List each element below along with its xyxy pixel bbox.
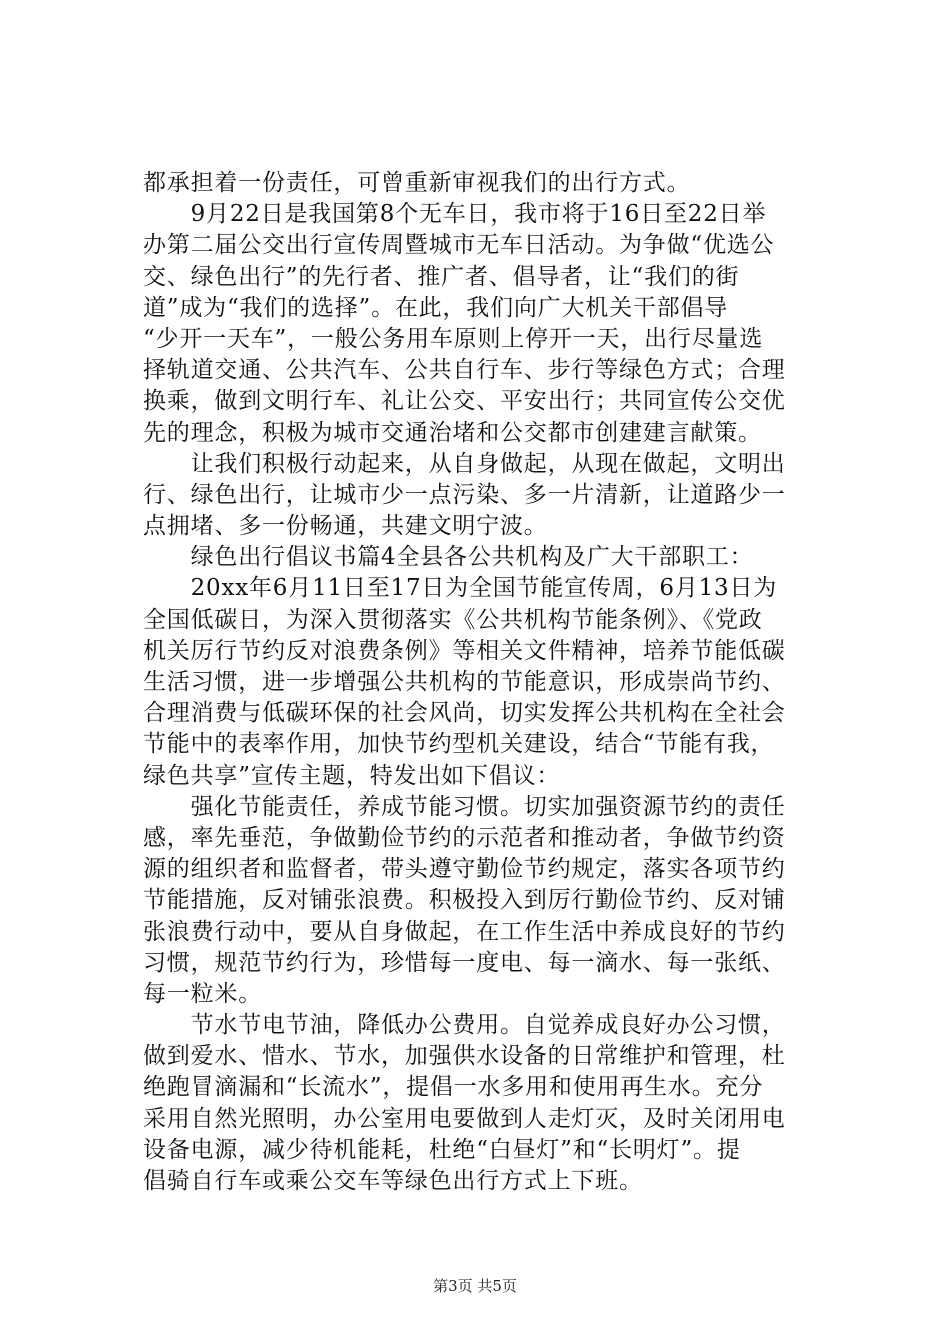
text-line: 20xx年6月11日至17日为全国节能宣传周，6月13日为 <box>143 575 778 602</box>
text-line: 节水节电节油，降低办公费用。自觉养成良好办公习惯， <box>143 1012 786 1039</box>
text-line: 都承担着一份责任，可曾重新审视我们的出行方式。 <box>143 170 691 196</box>
text-line: 合理消费与低碳环保的社会风尚，切实发挥公共机构在全社会 <box>143 700 786 727</box>
text-line: 办第二届公交出行宣传周暨城市无车日活动。为争做“优选公 <box>143 232 775 259</box>
body-text <box>143 168 823 1197</box>
text-line: “少开一天车”，一般公务用车原则上停开一天，出行尽量选 <box>143 325 764 352</box>
text-line: 强化节能责任，养成节能习惯。切实加强资源节约的责任 <box>143 793 786 820</box>
text-line: 绝跑冒滴漏和“长流水”，提倡一水多用和使用再生水。充分 <box>143 1074 764 1101</box>
text-line: 9月22日是我国第8个无车日，我市将于16日至22日举 <box>143 201 767 228</box>
text-line: 感，率先垂范，争做勤俭节约的示范者和推动者，争做节约资 <box>143 824 786 851</box>
text-line: 采用自然光照明，办公室用电要做到人走灯灭，及时关闭用电 <box>143 1105 786 1132</box>
text-line: 换乘，做到文明行车、礼让公交、平安出行；共同宣传公交优 <box>143 388 786 415</box>
text-line: 节能措施，反对铺张浪费。积极投入到厉行勤俭节约、反对铺 <box>143 887 786 914</box>
page-number-footer: 第3页 共5页 <box>433 1277 517 1295</box>
text-line: 择轨道交通、公共汽车、公共自行车、步行等绿色方式；合理 <box>143 357 786 384</box>
text-line: 张浪费行动中，要从自身做起，在工作生活中养成良好的节约 <box>143 918 786 945</box>
text-line: 点拥堵、多一份畅通，共建文明宁波。 <box>143 513 548 540</box>
text-line: 让我们积极行动起来，从自身做起，从现在做起，文明出 <box>143 450 786 477</box>
text-line: 倡骑自行车或乘公交车等绿色出行方式上下班。 <box>143 1168 643 1194</box>
text-line: 源的组织者和监督者，带头遵守勤俭节约规定，落实各项节约 <box>143 856 786 883</box>
text-line: 行、绿色出行，让城市少一点污染、多一片清新，让道路少一 <box>143 481 786 508</box>
text-line: 先的理念，积极为城市交通治堵和公交都市创建建言献策。 <box>143 419 762 446</box>
text-line: 机关厉行节约反对浪费条例》等相关文件精神，培养节能低碳 <box>143 637 786 664</box>
text-line: 设备电源，减少待机能耗，杜绝“白昼灯”和“长明灯”。提 <box>143 1136 741 1163</box>
text-line: 交、绿色出行”的先行者、推广者、倡导者，让“我们的街 <box>143 263 740 290</box>
text-line: 绿色出行倡议书篇4全县各公共机构及广大干部职工： <box>143 544 754 571</box>
text-line: 节能中的表率作用，加快节约型机关建设，结合“节能有我， <box>143 731 775 758</box>
text-line: 每一粒米。 <box>143 980 262 1007</box>
text-line: 绿色共享”宣传主题，特发出如下倡议： <box>143 762 561 789</box>
text-line: 生活习惯，进一步增强公共机构的节能意识，形成崇尚节约、 <box>143 669 786 695</box>
text-line: 做到爱水、惜水、节水，加强供水设备的日常维护和管理，杜 <box>143 1043 786 1070</box>
text-line: 全国低碳日，为深入贯彻落实《公共机构节能条例》、《党政 <box>143 606 763 633</box>
text-line: 道”成为“我们的选择”。在此，我们向广大机关干部倡导 <box>143 294 729 321</box>
text-line: 习惯，规范节约行为，珍惜每一度电、每一滴水、每一张纸、 <box>143 949 786 976</box>
